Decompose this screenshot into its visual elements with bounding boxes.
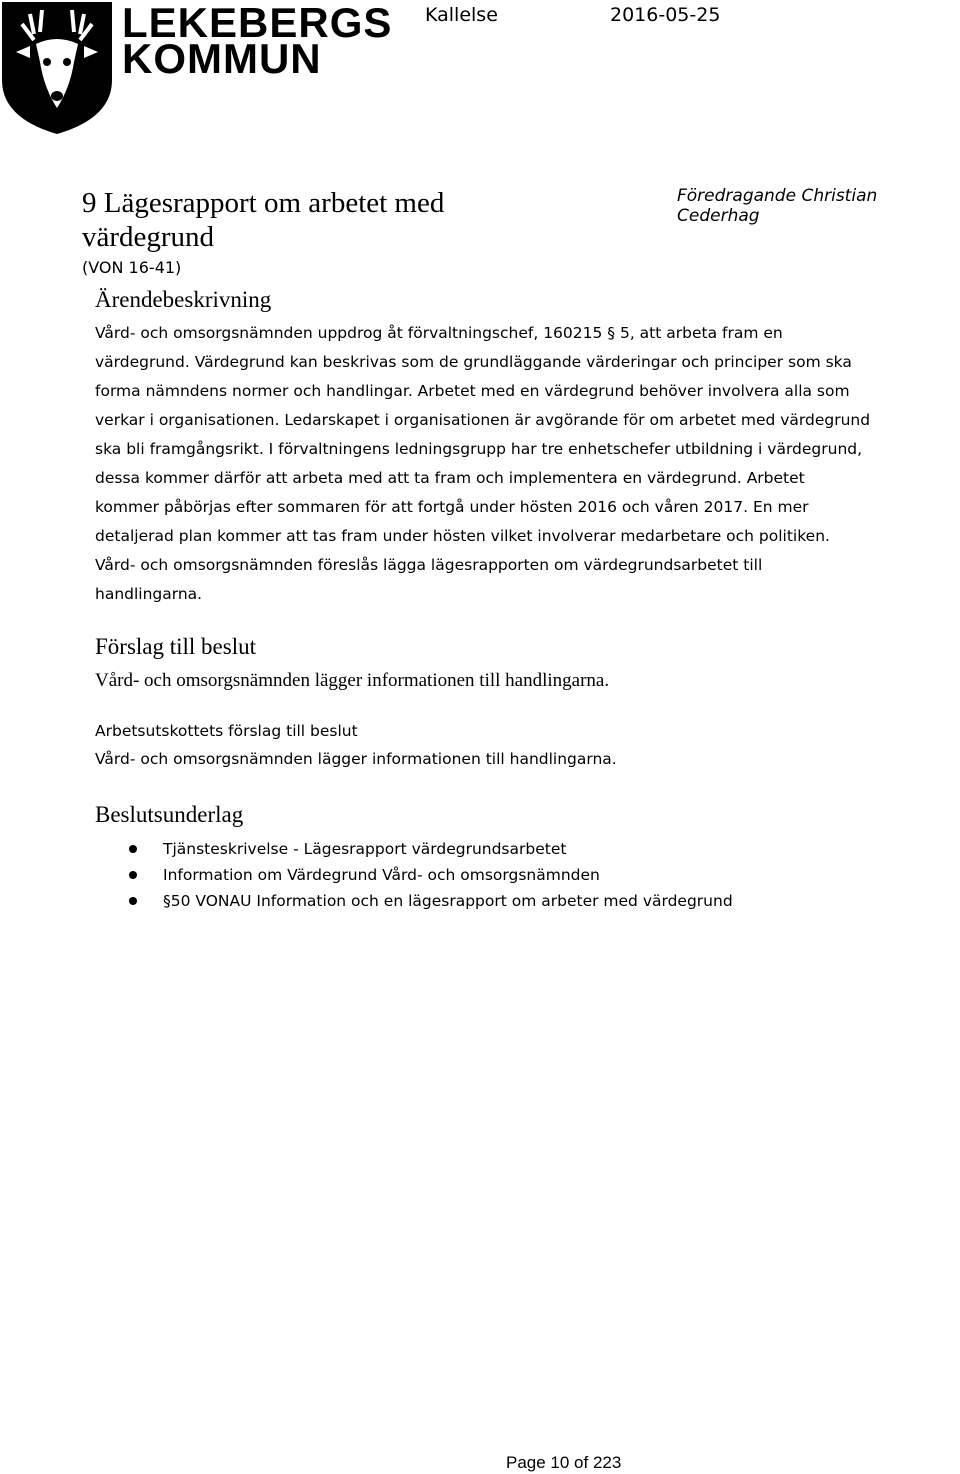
list-item xyxy=(95,862,733,888)
coat-of-arms-icon xyxy=(0,0,118,135)
document-type: Kallelse xyxy=(425,4,498,26)
description-line: verkar i organisationen. Ledarskapet i organisationen är avgörande för om arbetet med värdegrund xyxy=(95,411,871,429)
bullet-icon xyxy=(129,845,137,853)
basis-list xyxy=(95,836,733,914)
description-line: forma nämndens normer och handlingar. Arbetet med en värdegrund behöver involvera alla som xyxy=(95,382,850,400)
description-line: värdegrund. Värdegrund kan beskrivas som de grundläggande värderingar och principer som ska xyxy=(95,353,852,371)
description-line: handlingarna. xyxy=(95,585,203,603)
list-item-text: Information om Värdegrund Vård- och omsorgsnämnden xyxy=(163,866,600,884)
list-item-text: Tjänsteskrivelse - Lägesrapport värdegrundsarbetet xyxy=(163,840,567,858)
municipality-logo xyxy=(0,0,393,135)
presenter: Föredragande Christian Cederhag xyxy=(677,186,878,226)
logo-text-line2: KOMMUN xyxy=(122,35,322,82)
description-line: dessa kommer därför att arbeta med att ta fram och implementera en värdegrund. Arbetet xyxy=(95,469,805,487)
bullet-icon xyxy=(129,897,137,905)
proposal-heading: Förslag till beslut xyxy=(95,634,256,659)
list-item-text: §50 VONAU Information och en lägesrapport om arbeter med värdegrund xyxy=(163,892,733,910)
description-heading: Ärendebeskrivning xyxy=(95,287,272,312)
logo-text-line1: LEKEBERGS xyxy=(122,0,393,46)
list-item xyxy=(95,836,733,862)
description-body xyxy=(95,319,935,609)
description-line: detaljerad plan kommer att tas fram under hösten vilket involverar medarbetare och politiken. xyxy=(95,527,830,545)
proposal-text: Vård- och omsorgsnämnden lägger informationen till handlingarna. xyxy=(95,670,610,691)
committee-proposal-heading: Arbetsutskottets förslag till beslut xyxy=(95,722,358,740)
section-title: 9 Lägesrapport om arbetet med värdegrund xyxy=(82,187,445,253)
basis-heading: Beslutsunderlag xyxy=(95,802,244,827)
description-line: Vård- och omsorgsnämnden föreslås lägga lägesrapporten om värdegrundsarbetet till xyxy=(95,556,763,574)
list-item xyxy=(95,888,733,914)
description-line: ska bli framgångsrikt. I förvaltningens ledningsgrupp har tre enhetschefer utbildning i värdegrund, xyxy=(95,440,863,458)
description-line: Vård- och omsorgsnämnden uppdrog åt förvaltningschef, 160215 § 5, att arbeta fram en xyxy=(95,324,783,342)
bullet-icon xyxy=(129,871,137,879)
page-number: Page 10 of 223 xyxy=(506,1453,622,1472)
description-line: kommer påbörjas efter sommaren för att fortgå under hösten 2016 och våren 2017. En mer xyxy=(95,498,809,516)
case-number: (VON 16-41) xyxy=(82,258,182,277)
committee-proposal-text: Vård- och omsorgsnämnden lägger informationen till handlingarna. xyxy=(95,750,617,768)
document-date: 2016-05-25 xyxy=(610,4,721,26)
